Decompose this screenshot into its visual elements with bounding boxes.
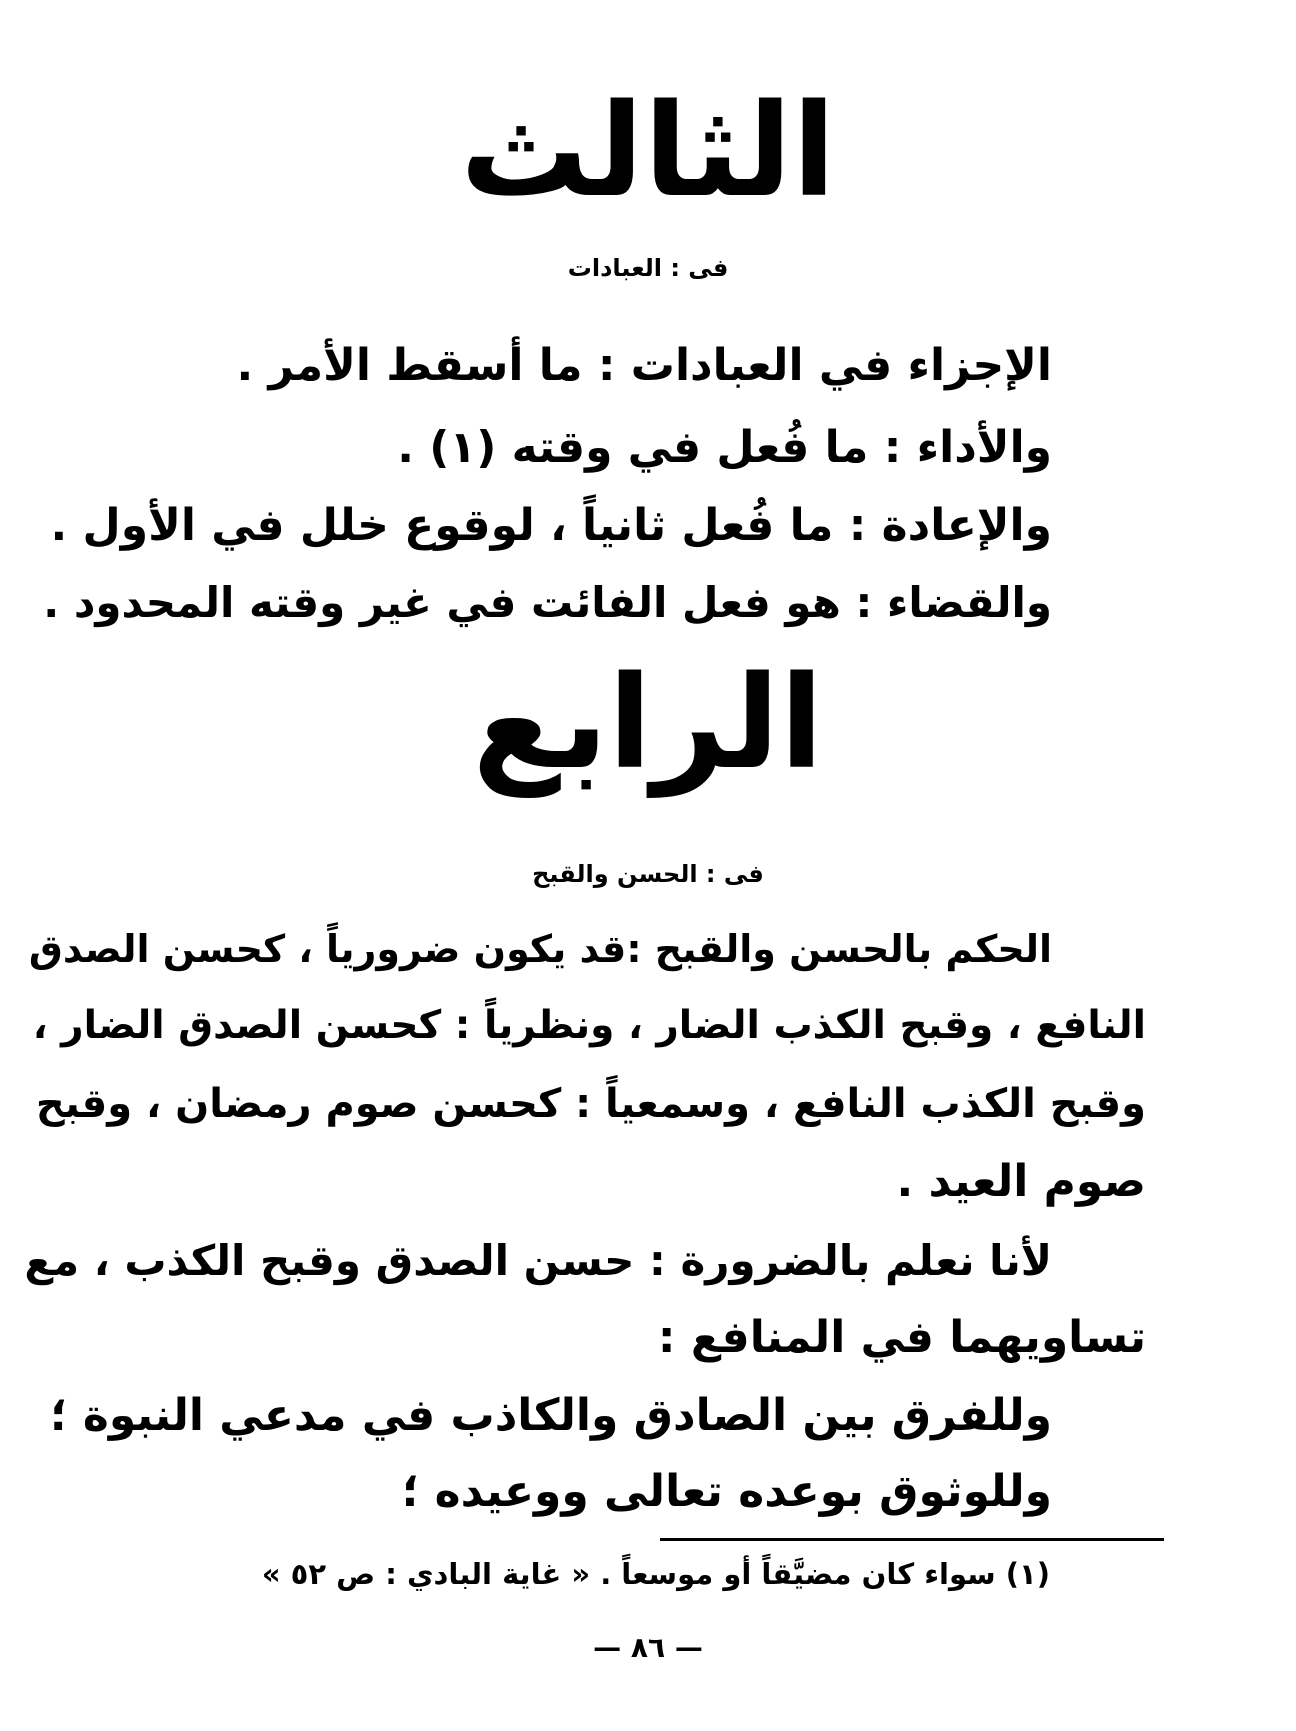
- section-three-line: والإعادة : ما فُعل ثانياً ، لوقوع خلل في الأول .: [50, 500, 1052, 551]
- footnote-divider: [660, 1538, 1164, 1541]
- section-four-line: صوم العيد .: [896, 1156, 1146, 1207]
- section-four-line: الحكم بالحسن والقبح :قد يكون ضرورياً ، كحسن الصدق: [28, 927, 1052, 971]
- section-four-line: وللفرق بين الصادق والكاذب في مدعي النبوة ؛: [49, 1390, 1052, 1441]
- footnote: (١) سواء كان مضيَّقاً أو موسعاً . « غاية البادي : ص ٥٢ »: [261, 1557, 1050, 1591]
- section-four-line: لأنا نعلم بالضرورة : حسن الصدق وقبح الكذب ، مع: [24, 1236, 1052, 1285]
- section-four-line: وللوثوق بوعده تعالى ووعيده ؛: [401, 1466, 1052, 1517]
- section-four-line: تساويهما في المنافع :: [657, 1312, 1146, 1363]
- section-three-line: والقضاء : هو فعل الفائت في غير وقته المحدود .: [43, 578, 1052, 627]
- section-three-line: الإجزاء في العبادات : ما أسقط الأمر .: [236, 340, 1052, 391]
- section-four-line: النافع ، وقبح الكذب الضار ، ونظرياً : كحسن الصدق الضار ،: [32, 1003, 1146, 1048]
- section-three-subtitle: فى : العبادات: [567, 254, 729, 282]
- page-number: — ٨٦ —: [593, 1631, 703, 1664]
- section-three-heading: الثالث: [460, 77, 836, 226]
- section-four-subtitle: فى : الحسن والقبح: [532, 860, 764, 888]
- section-four-heading: الرابع: [472, 649, 824, 798]
- section-four-line: وقبح الكذب النافع ، وسمعياً : كحسن صوم رمضان ، وقبح: [35, 1081, 1146, 1127]
- section-three-line: والأداء : ما فُعل في وقته (١) .: [397, 422, 1052, 473]
